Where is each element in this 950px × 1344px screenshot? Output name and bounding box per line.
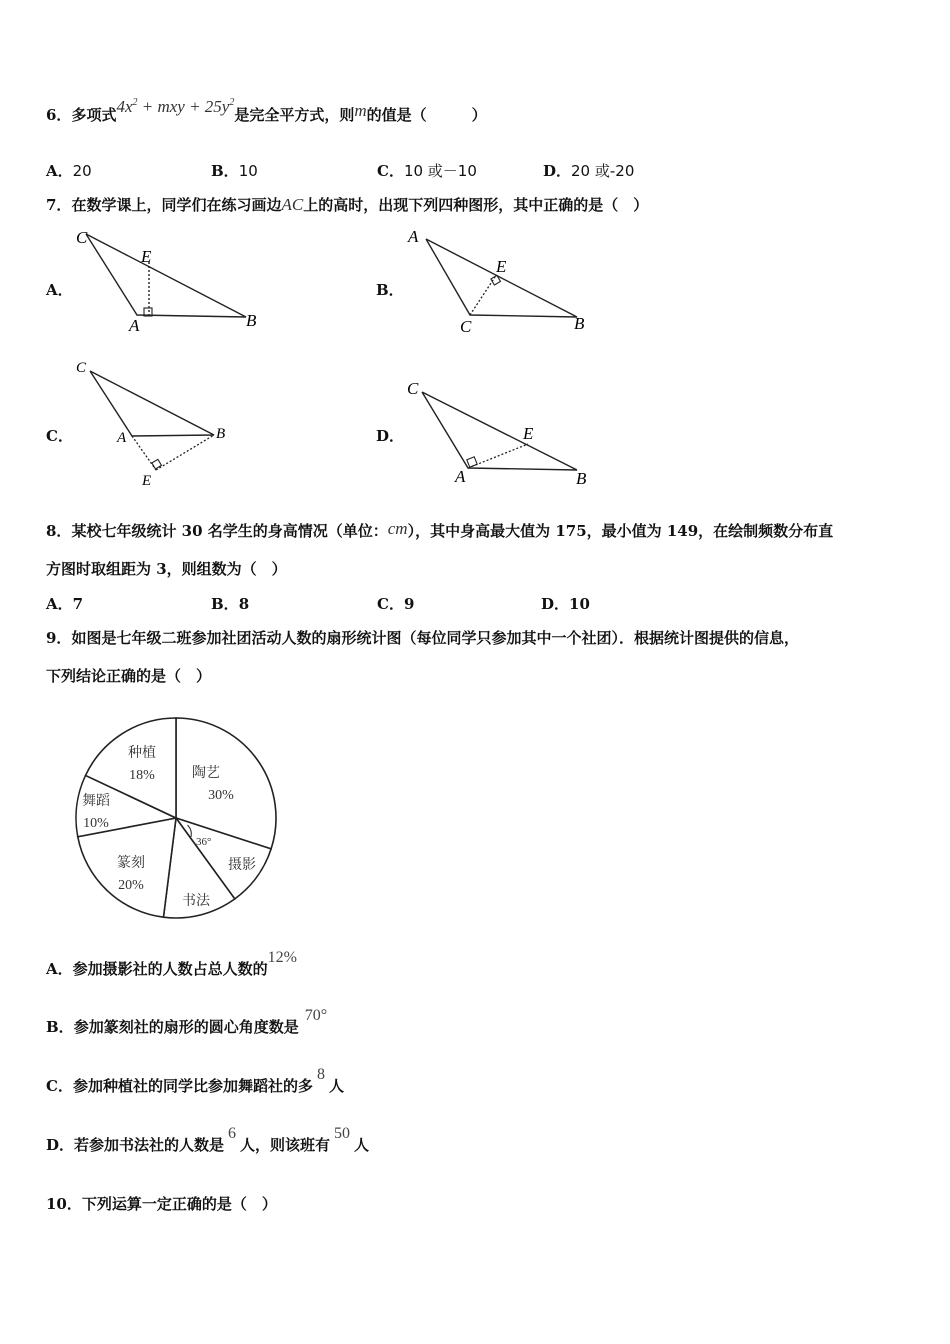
triangle-abc bbox=[426, 239, 577, 317]
q6-text-pre: 多项式 bbox=[71, 106, 117, 124]
slice-name-calligraphy: 书法 bbox=[182, 894, 210, 909]
q6-expr-a: 4x bbox=[116, 97, 133, 116]
q9-stem-line2: 下列结论正确的是（ ） bbox=[46, 667, 212, 685]
q6-exp1: 2 bbox=[132, 97, 138, 108]
point-label-e: E bbox=[496, 257, 507, 276]
q9-option-c[interactable]: C．参加种植社的同学比参加舞蹈社的多8人 bbox=[46, 1066, 344, 1095]
q9-option-d[interactable]: D．若参加书法社的人数是6人，则该班有50人 bbox=[46, 1125, 370, 1154]
q9-option-b-value: 70° bbox=[304, 1007, 328, 1024]
point-label-a: A bbox=[408, 227, 419, 246]
q7-figure-b[interactable] bbox=[400, 222, 600, 337]
q7-option-b-label[interactable]: B． bbox=[376, 281, 404, 299]
slice-name-pottery: 陶艺 bbox=[192, 766, 220, 781]
q9-stem-line1 bbox=[46, 627, 799, 648]
q9-option-c-value: 8 bbox=[316, 1066, 325, 1083]
q6-text-post: 的值是（ ） bbox=[366, 106, 487, 124]
q9-option-d-value2: 50 bbox=[334, 1125, 351, 1142]
slice-label-seal-carving: 20% bbox=[118, 878, 144, 893]
q7-stem bbox=[46, 194, 648, 215]
point-label-e: E bbox=[141, 247, 152, 266]
q6-number: 6． bbox=[46, 106, 72, 124]
q10-stem bbox=[46, 1193, 277, 1214]
q10-text: 下列运算一定正确的是（ ） bbox=[81, 1195, 277, 1213]
q8-option-c[interactable]: C．9 bbox=[377, 595, 415, 613]
q6-text-mid: 是完全平方式，则 bbox=[234, 106, 355, 124]
triangle-abc bbox=[90, 371, 214, 436]
q7-option-d-label[interactable]: D． bbox=[376, 427, 405, 445]
q9-number: 9． bbox=[46, 629, 72, 647]
q6-expression bbox=[116, 97, 234, 116]
right-angle-mark bbox=[467, 457, 477, 467]
q8-stem-line2: 方图时取组距为 3，则组数为（ ） bbox=[46, 560, 287, 578]
point-label-b: B bbox=[576, 469, 587, 488]
point-label-e: E bbox=[523, 424, 534, 443]
q6-expr-b: + mxy + 25y bbox=[137, 97, 230, 116]
q6-option-a[interactable]: A．20 bbox=[46, 162, 92, 180]
q8-option-b[interactable]: B．8 bbox=[211, 595, 250, 613]
point-label-a: A bbox=[129, 316, 140, 335]
q10-number: 10． bbox=[46, 1195, 82, 1213]
point-label-a: A bbox=[117, 430, 127, 446]
q8-option-d[interactable]: D．10 bbox=[541, 595, 590, 613]
point-label-c: C bbox=[76, 228, 88, 247]
q7-figure-d[interactable] bbox=[400, 372, 600, 490]
q7-figure-c[interactable] bbox=[70, 356, 250, 491]
q9-option-a-value: 12% bbox=[267, 949, 297, 966]
q9-option-d-value1: 6 bbox=[228, 1125, 237, 1142]
point-label-b: B bbox=[574, 314, 585, 333]
q9-text-line1: 如图是七年级二班参加社团活动人数的扇形统计图（每位同学只参加其中一个社团）．根据统计图提供的信息， bbox=[71, 629, 799, 647]
q6-variable: m bbox=[354, 101, 367, 120]
q8-stem-line1 bbox=[46, 520, 833, 541]
q8-option-a[interactable]: A．7 bbox=[46, 595, 84, 613]
q8-text-pre: 某校七年级统计 30 名学生的身高情况（单位： bbox=[71, 522, 388, 540]
slice-name-seal-carving: 篆刻 bbox=[117, 856, 145, 871]
point-label-b: B bbox=[216, 426, 226, 442]
point-label-e: E bbox=[142, 473, 152, 489]
q6-option-c[interactable]: C．10 或－10 bbox=[377, 162, 477, 180]
q9-pie-chart bbox=[68, 708, 283, 928]
point-label-b: B bbox=[246, 311, 257, 330]
slice-name-planting: 种植 bbox=[128, 746, 156, 761]
altitude-dotted bbox=[156, 435, 214, 470]
q6-option-d[interactable]: D．20 或-20 bbox=[543, 162, 635, 180]
point-label-c: C bbox=[407, 379, 419, 398]
slice-label-pottery: 30% bbox=[208, 788, 234, 803]
slice-label-dance: 10% bbox=[83, 816, 109, 831]
slice-label-planting: 18% bbox=[129, 768, 155, 783]
q9-option-a[interactable]: A．参加摄影社的人数占总人数的12% bbox=[46, 949, 297, 978]
point-label-c: C bbox=[460, 317, 472, 336]
point-label-a: A bbox=[455, 467, 466, 486]
altitude-dotted bbox=[470, 277, 495, 315]
angle-annotation: 36° bbox=[196, 836, 212, 848]
point-label-c: C bbox=[76, 360, 87, 376]
q6-exp2: 2 bbox=[229, 97, 235, 108]
q7-number: 7． bbox=[46, 196, 72, 214]
q8-text-post: ），其中身高最大值为 175，最小值为 149，在绘制频数分布直 bbox=[407, 522, 834, 540]
q8-unit: cm bbox=[387, 519, 408, 538]
q7-text-pre: 在数学课上，同学们在练习画边 bbox=[71, 196, 282, 214]
q7-text-post: 上的高时，出现下列四种图形，其中正确的是（ ） bbox=[303, 196, 649, 214]
triangle-abc bbox=[422, 392, 577, 470]
slice-name-dance: 舞蹈 bbox=[82, 794, 110, 809]
q7-option-c-label[interactable]: C． bbox=[46, 427, 73, 445]
q9-option-b[interactable]: B．参加篆刻社的扇形的圆心角度数是70° bbox=[46, 1007, 328, 1036]
q6-stem bbox=[46, 97, 487, 125]
q7-figure-a[interactable] bbox=[70, 222, 270, 337]
q7-variable: AC bbox=[281, 195, 304, 214]
q7-option-a-label[interactable]: A． bbox=[46, 281, 73, 299]
q8-number: 8． bbox=[46, 522, 72, 540]
slice-name-photography: 摄影 bbox=[228, 858, 256, 873]
q6-option-b[interactable]: B．10 bbox=[211, 162, 258, 180]
triangle-abc bbox=[86, 234, 246, 317]
